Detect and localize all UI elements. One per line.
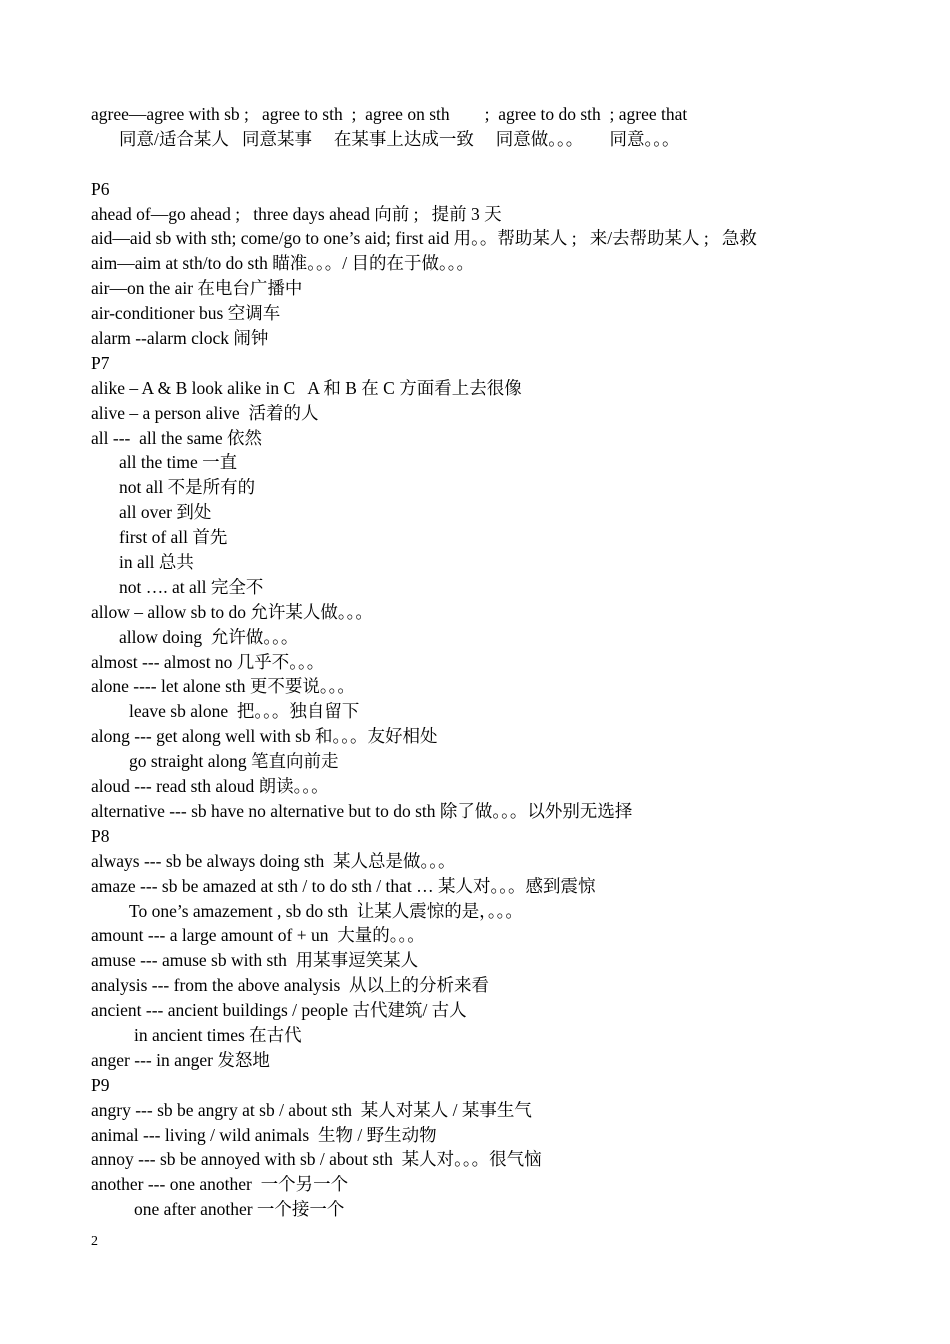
vocab-subentry: all the time 一直 <box>119 452 238 473</box>
vocab-entry: angry --- sb be angry at sb / about sth 某人对某人 / 某事生气 <box>91 1099 532 1120</box>
vocab-entry: analysis --- from the above analysis 从以上的分析来看 <box>91 975 490 996</box>
vocab-subentry: leave sb alone 把。。。独自留下 <box>129 701 360 722</box>
page-section-label: P9 <box>91 1074 110 1095</box>
vocab-subentry: in ancient times 在古代 <box>134 1024 302 1045</box>
vocab-subentry: not …. at all 完全不 <box>119 576 264 597</box>
vocab-entry: aim—aim at sth/to do sth 瞄准。。。/ 目的在于做。。。 <box>91 253 475 274</box>
vocab-entry: alive – a person alive 活着的人 <box>91 402 319 423</box>
vocab-entry: alike – A & B look alike in C A 和 B 在 C 方面看上去很像 <box>91 377 522 398</box>
vocab-entry: alarm --alarm clock 闹钟 <box>91 328 269 349</box>
vocab-entry: ahead of—go ahead ; three days ahead 向前 ; 提前 3 天 <box>91 203 502 224</box>
page-number: 2 <box>91 1234 98 1249</box>
vocab-entry: amount --- a large amount of + un 大量的。。。 <box>91 925 425 946</box>
vocab-entry: alternative --- sb have no alternative but to do sth 除了做。。。以外别无选择 <box>91 800 633 821</box>
vocab-entry: ancient --- ancient buildings / people 古代建筑/ 古人 <box>91 1000 467 1021</box>
vocab-entry: aid—aid sb with sth; come/go to one’s aid; first aid 用。。帮助某人 ; 来/去帮助某人 ; 急救 <box>91 228 757 249</box>
vocab-entry: annoy --- sb be annoyed with sb / about sth 某人对。。。很气恼 <box>91 1149 542 1170</box>
vocab-entry: agree—agree with sb ; agree to sth ; agree on sth ; agree to do sth ; agree that <box>91 104 688 124</box>
vocab-entry: air—on the air 在电台广播中 <box>91 278 303 299</box>
vocab-entry: alone ---- let alone sth 更不要说。。。 <box>91 676 355 697</box>
vocab-entry: amaze --- sb be amazed at sth / to do sth / that … 某人对。。。感到震惊 <box>91 875 596 896</box>
vocab-entry: almost --- almost no 几乎不。。。 <box>91 651 325 672</box>
vocab-entry: another --- one another 一个另一个 <box>91 1174 349 1195</box>
vocab-subentry: To one’s amazement , sb do sth 让某人震惊的是，。。。 <box>129 900 523 921</box>
vocab-entry: anger --- in anger 发怒地 <box>91 1049 270 1070</box>
vocabulary-list <box>91 102 921 1222</box>
vocab-entry: animal --- living / wild animals 生物 / 野生动物 <box>91 1124 437 1145</box>
vocab-subentry: in all 总共 <box>119 552 194 573</box>
vocab-entry: air-conditioner bus 空调车 <box>91 303 281 324</box>
vocab-entry: amuse --- amuse sb with sth 用某事逗笑某人 <box>91 950 419 971</box>
page-section-label: P7 <box>91 352 110 373</box>
page-section-label: P6 <box>91 178 110 199</box>
vocab-entry: allow – allow sb to do 允许某人做。。。 <box>91 601 373 622</box>
vocab-entry: always --- sb be always doing sth 某人总是做。。。 <box>91 850 456 871</box>
vocab-subentry: first of all 首先 <box>119 527 228 548</box>
vocab-entry: along --- get along well with sb 和。。。友好相处 <box>91 726 438 747</box>
vocab-subentry: all over 到处 <box>119 502 212 523</box>
vocab-subentry: go straight along 笔直向前走 <box>129 751 339 772</box>
vocab-subentry: 同意/适合某人 同意某事 在某事上达成一致 同意做。。。 同意。。。 <box>119 128 680 149</box>
vocab-subentry: one after another 一个接一个 <box>134 1199 345 1220</box>
vocab-entry: all --- all the same 依然 <box>91 427 263 448</box>
vocab-subentry: not all 不是所有的 <box>119 477 256 498</box>
page-section-label: P8 <box>91 825 110 846</box>
vocab-entry: aloud --- read sth aloud 朗读。。。 <box>91 776 329 797</box>
vocab-subentry: allow doing 允许做。。。 <box>119 626 299 647</box>
blank-line <box>91 152 921 177</box>
